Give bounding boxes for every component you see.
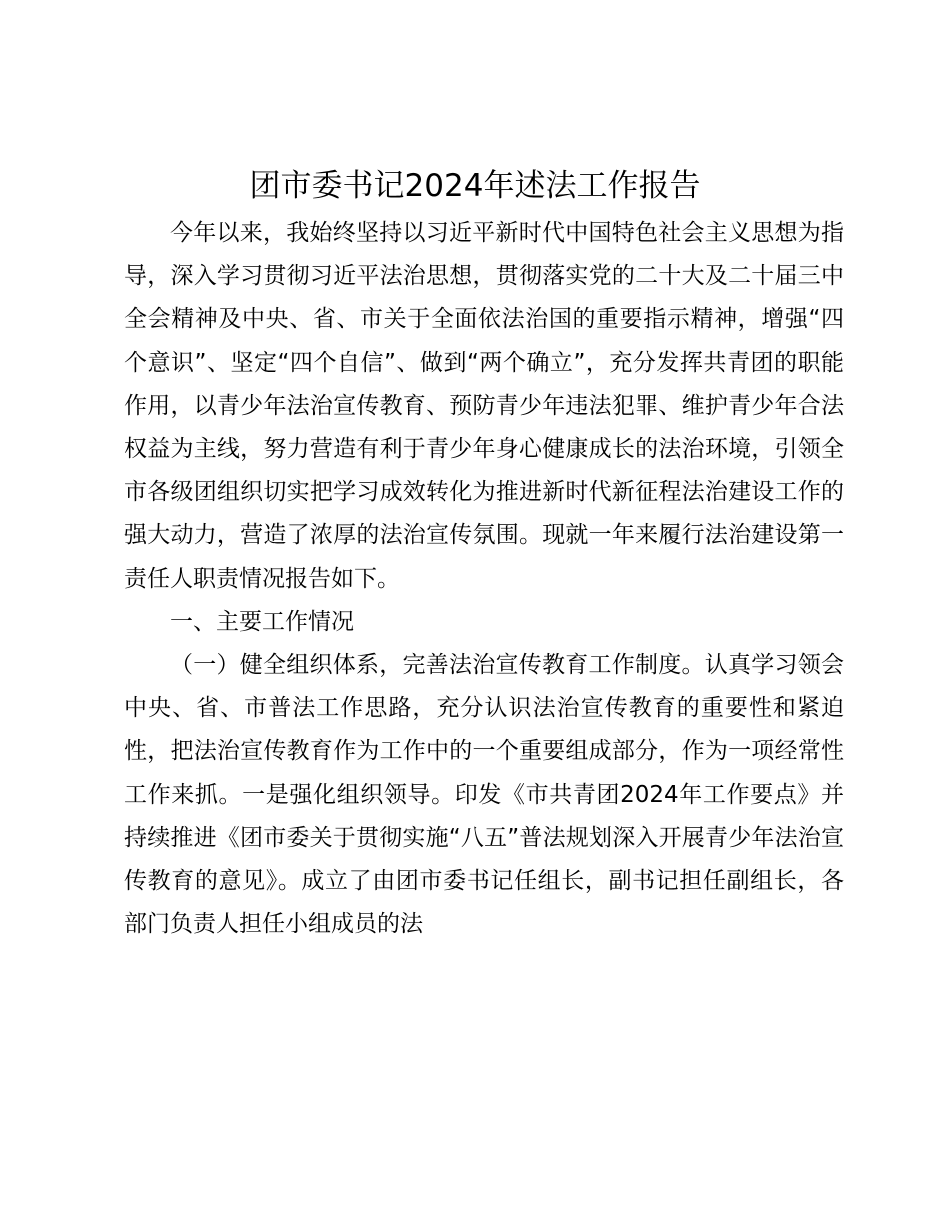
document-body <box>124 212 844 946</box>
document-title: 团市委书记2024年述法工作报告 <box>249 168 701 204</box>
paragraph-subsection-1: （一）健全组织体系，完善法治宣传教育工作制度。认真学习领会中央、省、市普法工作思路，充分认识法治宣传教育的重要性和紧迫性，把法治宣传教育作为工作中的一个重要组成部分，作为一项经常性工作来抓。一是强化组织领导。印发《市共青团2024年工作要点》并持续推进《团市委关于贯彻实施“八五”普法规划深入开展青少年法治宣传教育的意见》。成立了由团市委书记任组长，副书记担任副组长，各部门负责人担任小组成员的法 <box>124 652 844 938</box>
paragraph-intro: 今年以来，我始终坚持以习近平新时代中国特色社会主义思想为指导，深入学习贯彻习近平法治思想，贯彻落实党的二十大及二十届三中全会精神及中央、省、市关于全面依法治国的重要指示精神，增强“四个意识”、坚定“四个自信”、做到“两个确立”，充分发挥共青团的职能作用，以青少年法治宣传教育、预防青少年违法犯罪、维护青少年合法权益为主线，努力营造有利于青少年身心健康成长的法治环境，引领全市各级团组织切实把学习成效转化为推进新时代新征程法治建设工作的强大动力，营造了浓厚的法治宣传氛围。现就一年来履行法治建设第一责任人职责情况报告如下。 <box>124 220 844 592</box>
section-heading-main-work: 一、主要工作情况 <box>170 608 354 635</box>
